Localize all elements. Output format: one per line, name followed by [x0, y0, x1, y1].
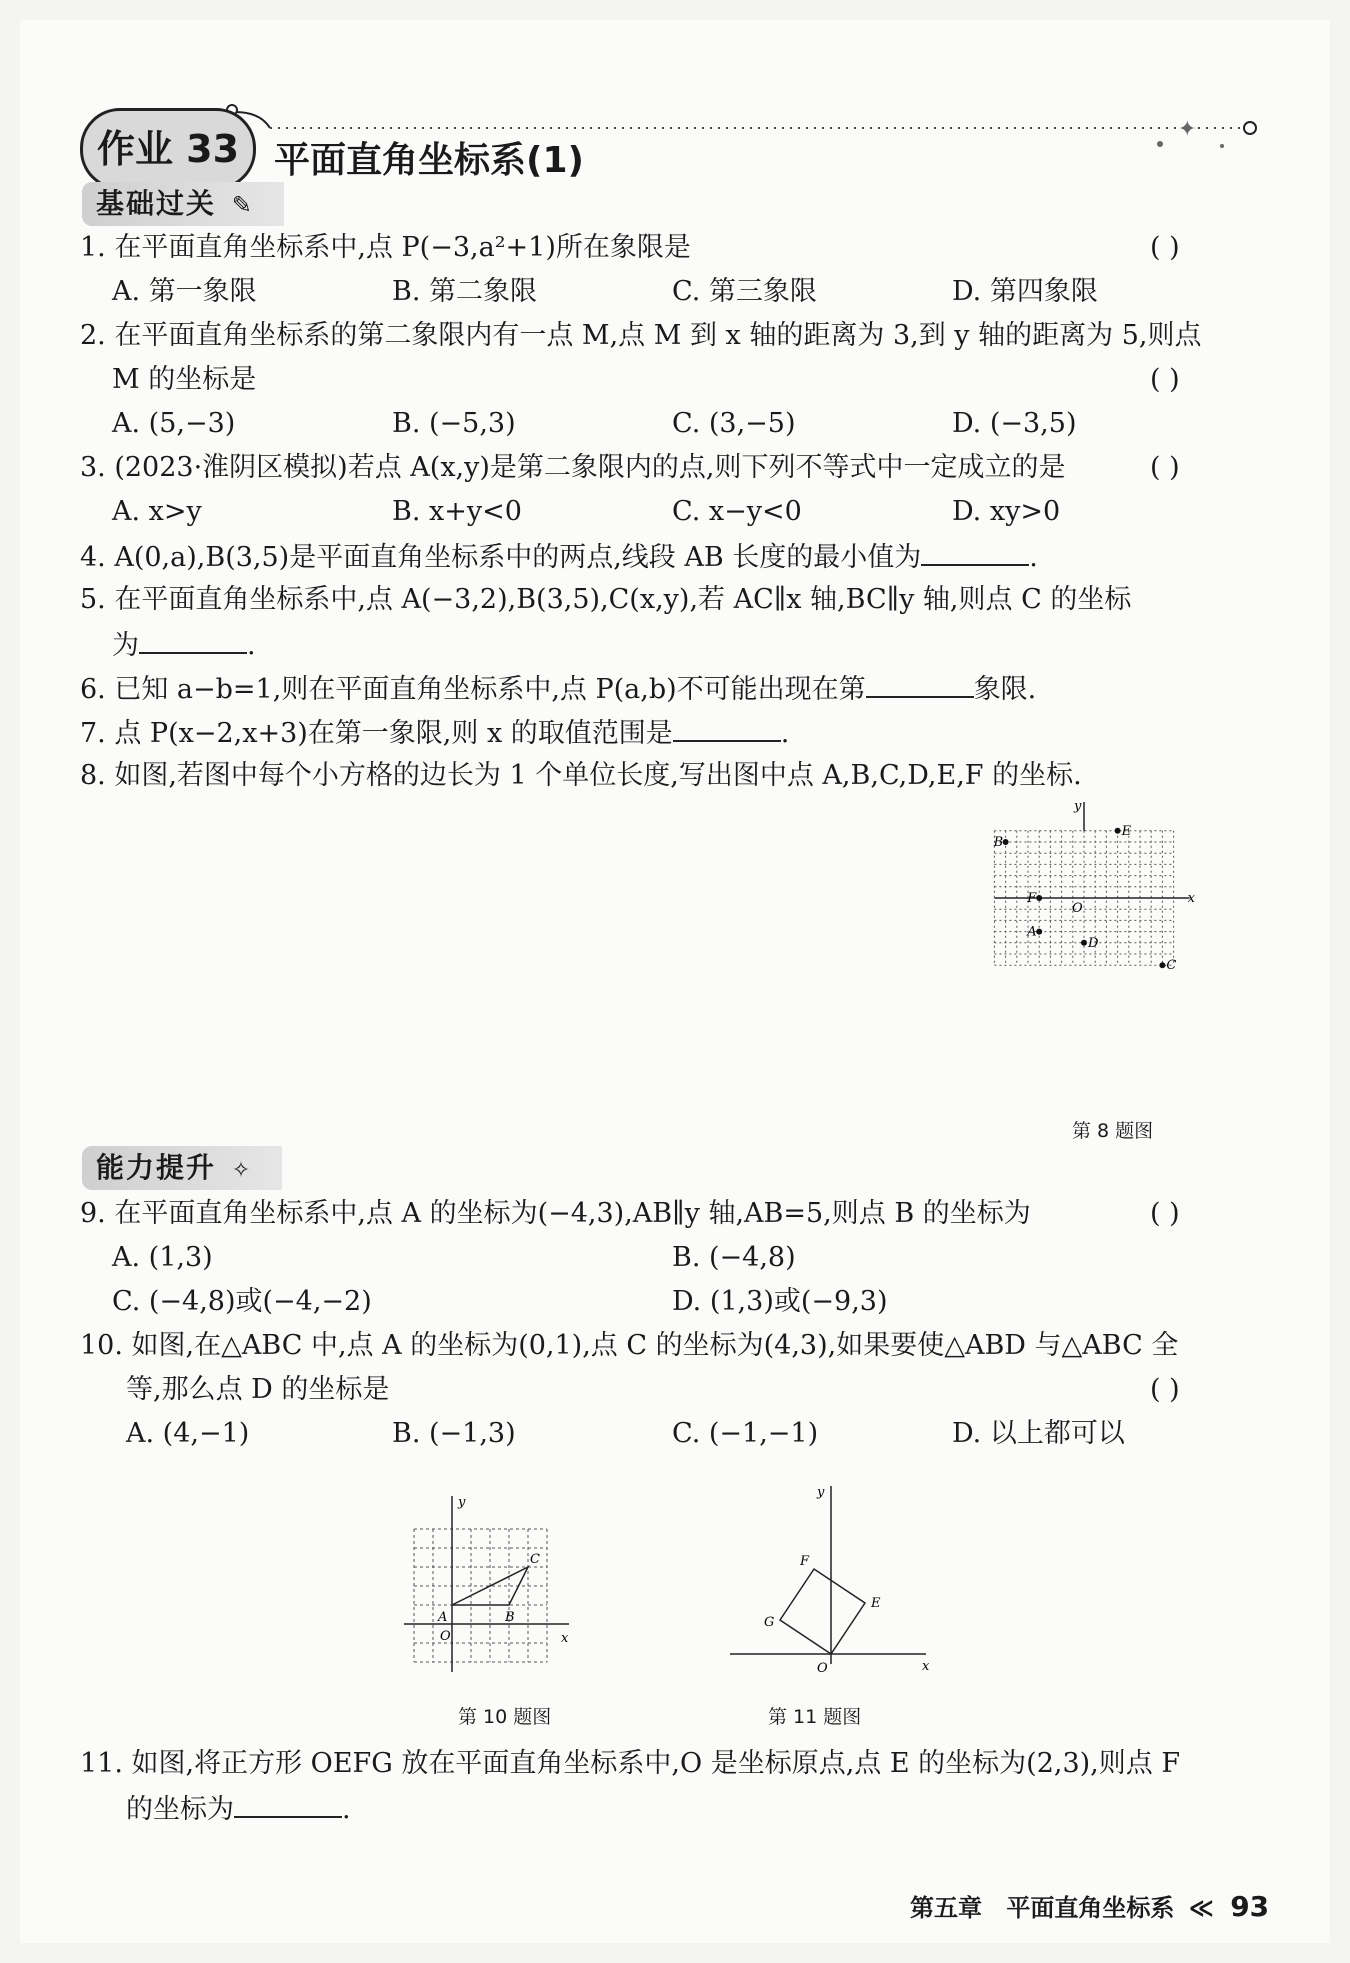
page-number: 93 — [1230, 1890, 1270, 1923]
page-title: 平面直角坐标系(1) — [274, 140, 584, 181]
x-axis-label: x — [922, 1659, 930, 1674]
origin-label: O — [1072, 901, 1083, 916]
y-axis-label: y — [458, 1495, 466, 1510]
y-axis-label: y — [817, 1485, 825, 1500]
point-label-b: B — [993, 835, 1004, 850]
question-10-answer-paren: ( ) — [1150, 1374, 1180, 1405]
question-7-line — [80, 714, 789, 752]
question-9-option-d: D. (1,3)或(−9,3) — [672, 1286, 888, 1317]
question-11-text: 的坐标为 — [126, 1794, 234, 1825]
point-label-g: G — [764, 1615, 775, 1630]
question-6-line — [80, 670, 1036, 708]
point-label-d: D — [1088, 935, 1099, 951]
question-6-text: 6. 已知 a−b=1,则在平面直角坐标系中,点 P(a,b)不可能出现在第 — [80, 674, 866, 705]
origin-label: O — [440, 1629, 451, 1644]
point-label-f: F — [800, 1554, 810, 1569]
question-7-text: 7. 点 P(x−2,x+3)在第一象限,则 x 的取值范围是 — [80, 718, 673, 749]
figure-10-grid — [400, 1490, 600, 1690]
question-6-end: 象限. — [973, 674, 1037, 705]
question-1-option-d: D. 第四象限 — [952, 276, 1098, 307]
point-c — [1159, 962, 1165, 968]
question-3-option-c: C. x−y<0 — [672, 496, 802, 527]
question-2-text-line1: 2. 在平面直角坐标系的第二象限内有一点 M,点 M 到 x 轴的距离为 3,到 y 轴的距离为 5,则点 — [80, 320, 1202, 351]
svg-text:✦: ✦ — [1178, 117, 1197, 142]
question-5-end: . — [247, 630, 256, 661]
point-label-e: E — [871, 1596, 881, 1611]
figure-8-grid — [980, 798, 1250, 994]
figure-10-caption: 第 10 题图 — [458, 1706, 552, 1728]
question-9-option-b: B. (−4,8) — [672, 1242, 796, 1273]
point-a — [1036, 929, 1042, 935]
question-4-blank[interactable] — [921, 538, 1029, 566]
workbook-page — [20, 20, 1330, 1943]
question-1-option-b: B. 第二象限 — [392, 276, 538, 307]
question-2-option-d: D. (−3,5) — [952, 408, 1077, 439]
page-footer — [910, 1888, 1269, 1923]
question-9-option-a: A. (1,3) — [112, 1242, 213, 1273]
question-2-option-a: A. (5,−3) — [112, 408, 236, 439]
question-2-answer-paren: ( ) — [1150, 364, 1180, 395]
question-5-line2 — [112, 626, 256, 664]
point-label-c: C — [1166, 958, 1177, 974]
assignment-badge: 作业 33 — [80, 108, 256, 190]
point-label-e: E — [1121, 823, 1132, 839]
question-6-blank[interactable] — [866, 670, 974, 698]
figure-11-caption: 第 11 题图 — [768, 1706, 862, 1728]
question-10-option-a: A. (4,−1) — [126, 1418, 250, 1449]
pencil-icon: ✎ — [231, 191, 254, 219]
point-label-a: A — [438, 1610, 448, 1625]
footer-title: 平面直角坐标系 — [1006, 1894, 1175, 1922]
section-advanced-badge — [82, 1146, 282, 1190]
question-5-blank[interactable] — [139, 626, 247, 654]
question-4-text: 4. A(0,a),B(3,5)是平面直角坐标系中的两点,线段 AB 长度的最小值为 — [80, 542, 922, 573]
question-3-text: 3. (2023·淮阴区模拟)若点 A(x,y)是第二象限内的点,则下列不等式中一定成立的是 — [80, 452, 1066, 483]
question-1-option-c: C. 第三象限 — [672, 276, 817, 307]
question-7-end: . — [780, 718, 790, 749]
question-11-blank[interactable] — [234, 1790, 342, 1818]
point-label-c: C — [530, 1552, 540, 1567]
point-label-f: F — [1027, 891, 1037, 906]
section-basic-badge — [82, 182, 284, 226]
x-axis-label: x — [1187, 891, 1195, 906]
question-4-end: . — [1029, 542, 1038, 573]
question-9-option-c: C. (−4,8)或(−4,−2) — [112, 1286, 372, 1317]
point-label-b: B — [505, 1610, 515, 1625]
section-basic-label: 基础过关 — [96, 187, 217, 220]
section-advanced-label: 能力提升 — [96, 1151, 217, 1184]
question-1-text: 1. 在平面直角坐标系中,点 P(−3,a²+1)所在象限是 — [80, 232, 691, 263]
y-axis-label: y — [1074, 799, 1082, 814]
point-e — [1115, 828, 1121, 834]
question-2-text-line2: M 的坐标是 — [112, 364, 257, 395]
question-3-option-b: B. x+y<0 — [392, 496, 522, 527]
question-10-option-d: D. 以上都可以 — [952, 1418, 1125, 1449]
point-f — [1036, 895, 1042, 901]
question-8-text: 8. 如图,若图中每个小方格的边长为 1 个单位长度,写出图中点 A,B,C,D,E,F 的坐标. — [80, 760, 1082, 791]
question-1-answer-paren: ( ) — [1150, 232, 1180, 263]
square-oefg — [780, 1569, 865, 1654]
point-b — [1003, 839, 1009, 845]
question-5-text-line1: 5. 在平面直角坐标系中,点 A(−3,2),B(3,5),C(x,y),若 AC∥x 轴,BC∥y 轴,则点 C 的坐标 — [80, 584, 1132, 615]
footer-marker-icon: ≪ — [1188, 1894, 1214, 1922]
question-1-option-a: A. 第一象限 — [112, 276, 257, 307]
question-10-text-line1: 10. 如图,在△ABC 中,点 A 的坐标为(0,1),点 C 的坐标为(4,3),如果要使△ABD 与△ABC 全 — [80, 1330, 1179, 1361]
figure-11-square — [710, 1480, 940, 1690]
origin-label: O — [817, 1661, 828, 1676]
question-11-text-line1: 11. 如图,将正方形 OEFG 放在平面直角坐标系中,O 是坐标原点,点 E 的坐标为(2,3),则点 F — [80, 1748, 1181, 1779]
point-label-a: A — [1027, 924, 1037, 940]
question-3-option-a: A. x>y — [112, 496, 202, 527]
question-10-option-c: C. (−1,−1) — [672, 1418, 819, 1449]
question-3-answer-paren: ( ) — [1150, 452, 1180, 483]
question-10-text-line2: 等,那么点 D 的坐标是 — [126, 1374, 390, 1405]
question-2-option-c: C. (3,−5) — [672, 408, 796, 439]
footer-chapter: 第五章 — [910, 1894, 982, 1922]
question-11-line2 — [126, 1790, 351, 1828]
question-9-answer-paren: ( ) — [1150, 1198, 1180, 1229]
question-9-text: 9. 在平面直角坐标系中,点 A 的坐标为(−4,3),AB∥y 轴,AB=5,则点 B 的坐标为 — [80, 1198, 1031, 1229]
x-axis-label: x — [561, 1631, 569, 1646]
question-2-option-b: B. (−5,3) — [392, 408, 516, 439]
question-5-text: 为 — [112, 630, 139, 661]
point-d — [1081, 940, 1087, 946]
question-10-option-b: B. (−1,3) — [392, 1418, 516, 1449]
sparkle-icon: ✧ — [231, 1158, 253, 1183]
question-11-end: . — [342, 1794, 351, 1825]
question-3-option-d: D. xy>0 — [952, 496, 1061, 527]
figure-8-caption: 第 8 题图 — [1072, 1120, 1154, 1142]
question-7-blank[interactable] — [673, 714, 781, 742]
question-4-line — [80, 538, 1038, 576]
